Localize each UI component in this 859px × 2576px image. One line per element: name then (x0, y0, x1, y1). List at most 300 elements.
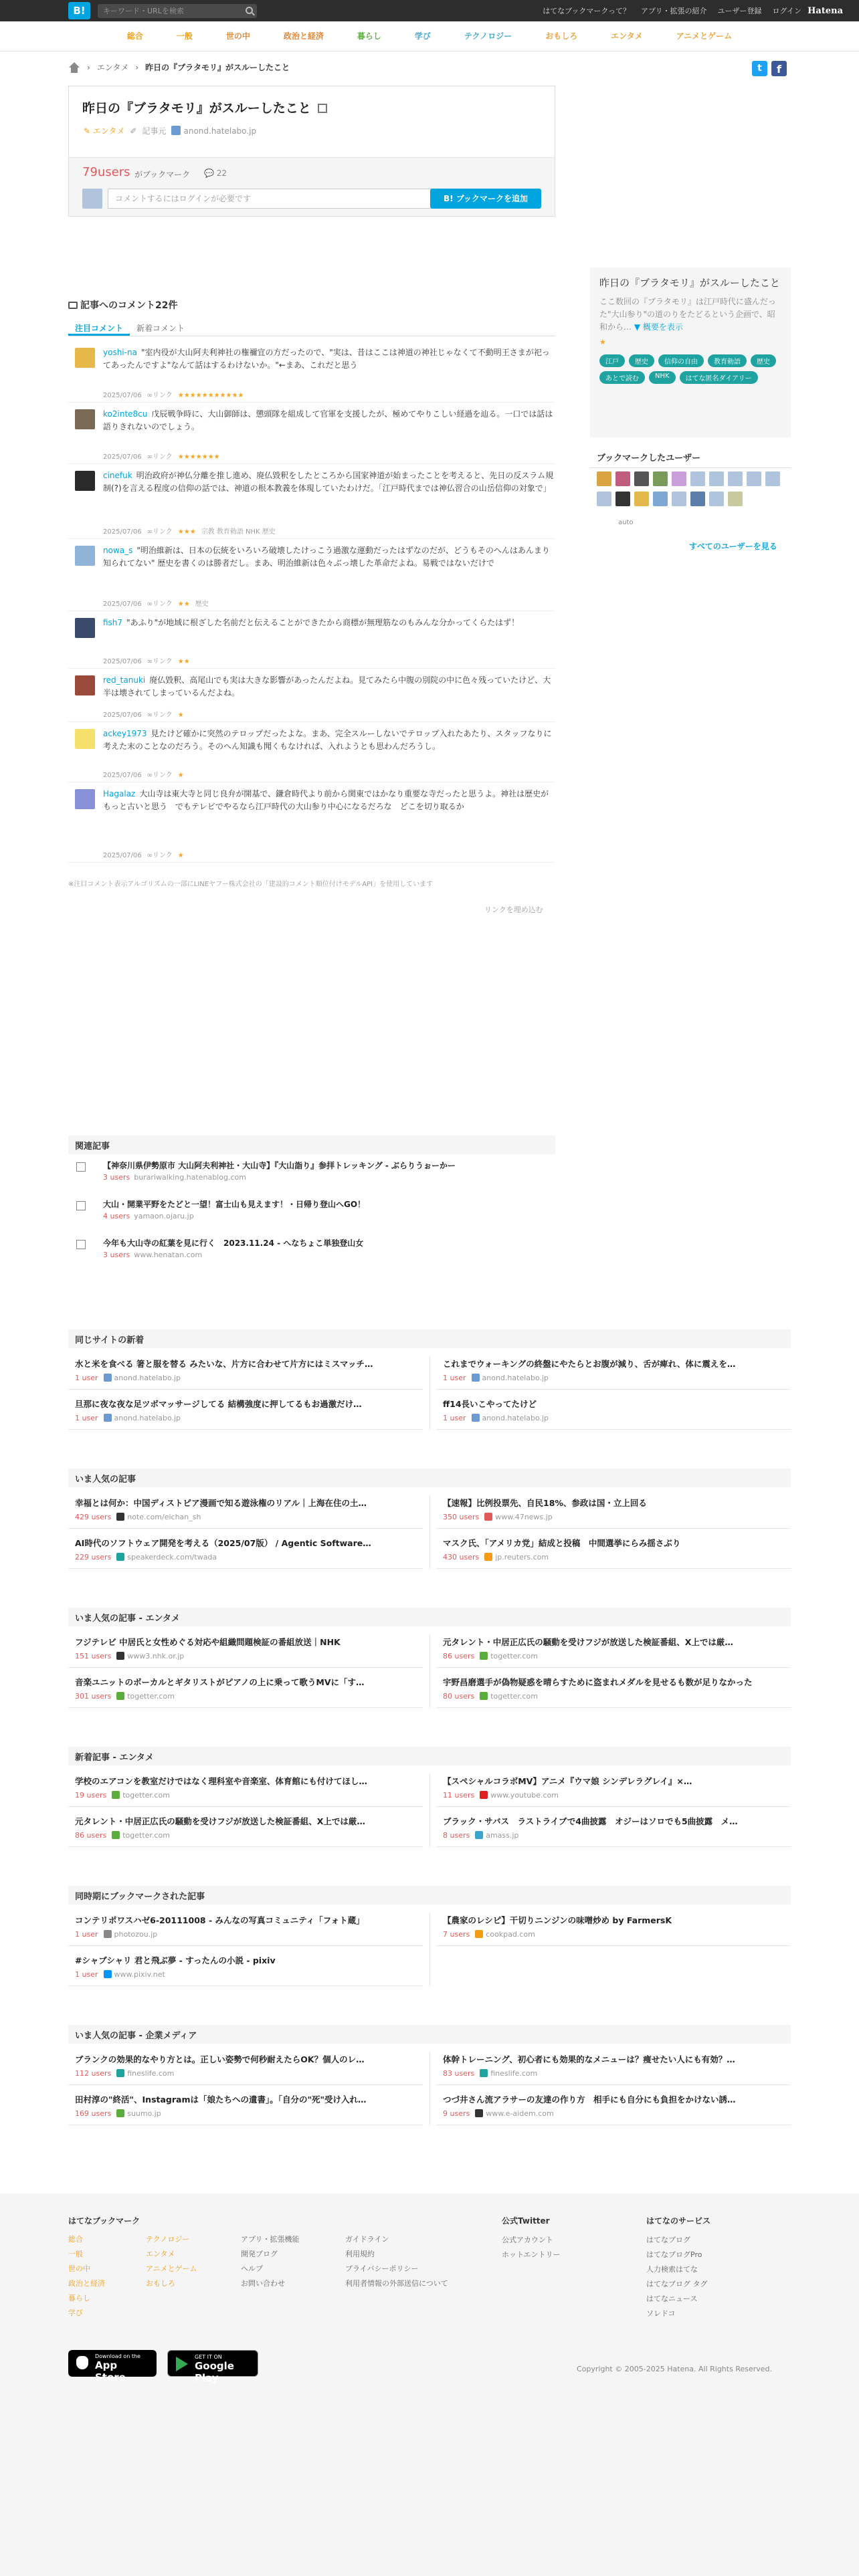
article-title[interactable]: フジテレビ 中居氏と女性めぐる対応や組織問題検証の番組放送｜NHK (75, 1637, 341, 1647)
article-users[interactable]: 1 user (443, 1414, 466, 1422)
comment-text: "明治維新は、日本の伝統をいろいろ破壊したけっこう過激な運動だったはずなのだが、どうもそのへんはあんまり知られてない" 歴史を書くのは勝者だし。まあ、明治維新は色々ぶっ壊した革命だよね。易戦ではないだけで (103, 546, 550, 568)
footer-heading: はてなブックマーク (68, 2216, 140, 2226)
user-avatar[interactable] (615, 471, 630, 486)
related-item[interactable] (68, 1236, 555, 1271)
comment-item (68, 722, 555, 782)
article-meta (443, 1791, 559, 1800)
avatar[interactable] (75, 618, 95, 638)
copyright: Copyright © 2005-2025 Hatena. All Rights Reserved. (577, 2365, 773, 2373)
link-icon[interactable]: ∞リンク (147, 712, 173, 719)
avatar[interactable] (75, 348, 95, 368)
footer-service-link[interactable]: はてなニュース (646, 2294, 698, 2303)
article-domain: anond.hatelabo.jp (114, 1414, 181, 1422)
article-users[interactable]: 1 user (75, 1970, 98, 1979)
article-title[interactable]: 学校のエアコンを教室だけではなく理科室や音楽室、体育館にも付けてほし… (75, 1776, 367, 1786)
avatar[interactable] (75, 789, 95, 809)
entry-category[interactable]: ✎ エンタメ (84, 126, 125, 136)
user-avatar[interactable] (765, 471, 780, 486)
comment-date[interactable]: 2025/07/06 (103, 601, 142, 608)
tag-badge[interactable]: 歴史 (629, 354, 654, 367)
app-store-button[interactable]: Download on the App Store (68, 2350, 157, 2377)
related-item[interactable] (68, 1158, 555, 1193)
star-rating[interactable]: ★★★ (177, 528, 196, 536)
category-link[interactable]: テクノロジー (464, 31, 512, 41)
star-icon[interactable]: ★ (599, 338, 606, 346)
user-avatar[interactable] (672, 492, 686, 506)
comment-input[interactable]: コメントするにはログインが必要です (108, 189, 456, 209)
article-users[interactable]: 229 users (75, 1553, 112, 1562)
comment-item (68, 669, 555, 722)
link-icon[interactable]: ∞リンク (147, 852, 173, 859)
article-item[interactable] (68, 1494, 423, 1529)
star-rating[interactable]: ★ (177, 712, 184, 719)
article-item[interactable] (436, 1494, 791, 1529)
tag-badge[interactable]: 教育勅語 (708, 354, 747, 367)
comment-user[interactable]: ko2inte8cu (103, 409, 148, 419)
article-title[interactable]: コンテリポワスハゼ6-20111008 - みんなの写真コミュニティ「フォト蔵」 (75, 1915, 365, 1925)
article-domain: togetter.com (122, 1791, 170, 1800)
article-meta (75, 1930, 157, 1939)
article-meta (75, 1831, 170, 1840)
user-avatar[interactable] (709, 471, 724, 486)
footer-category-link[interactable]: 暮らし (68, 2294, 90, 2302)
comment-body (103, 544, 555, 570)
article-users[interactable]: 301 users (75, 1692, 112, 1701)
article-title[interactable]: 元タレント・中居正広氏の騒動を受けフジが放送した検証番組、X上では厳… (443, 1637, 733, 1647)
footer-category-link[interactable]: テクノロジー (146, 2235, 190, 2244)
article-users[interactable]: 430 users (443, 1553, 480, 1562)
article-item[interactable] (68, 1772, 423, 1807)
footer-col-services (646, 2215, 710, 2321)
comment-text: 廃仏毀釈、高尾山でも実は大きな影響があったんだよね。見てみたら中腹の別院の中に色々残っていたけど、大半は壊されてしまっているんだよね。 (103, 675, 551, 697)
category-link[interactable]: 一般 (176, 31, 193, 41)
related-users[interactable]: 4 users (103, 1212, 130, 1220)
footer-categories-b (146, 2232, 197, 2291)
tag-badge[interactable]: 歴史 (751, 354, 776, 367)
article-item[interactable] (68, 1534, 423, 1569)
footer-col-policy (345, 2232, 448, 2291)
site-favicon-icon (484, 1553, 492, 1561)
google-play-icon (176, 2357, 188, 2371)
user-avatar[interactable] (597, 471, 611, 486)
article-item[interactable] (436, 1911, 791, 1946)
star-rating[interactable]: ★★★★★★★ (177, 453, 220, 461)
user-avatar[interactable] (653, 471, 668, 486)
home-icon[interactable] (68, 62, 80, 73)
site-favicon-icon (475, 2109, 483, 2117)
avatar[interactable] (75, 471, 95, 491)
user-avatar[interactable] (747, 471, 761, 486)
article-users[interactable]: 9 users (443, 2109, 470, 2118)
article-title[interactable]: 水と米を食べる 箸と服を替る みたいな、片方に合わせて片方にはミスマッチ… (75, 1359, 373, 1369)
comment-date[interactable]: 2025/07/06 (103, 453, 142, 461)
star-rating[interactable]: ★ (177, 772, 184, 779)
comment-body (103, 728, 555, 753)
article-title[interactable]: 【スペシャルコラボMV】アニメ『ウマ娘 シンデレラグレイ』×… (443, 1776, 692, 1786)
link-icon[interactable]: ∞リンク (147, 601, 173, 608)
article-users[interactable]: 169 users (75, 2109, 112, 2118)
article-domain: suumo.jp (127, 2109, 161, 2118)
footer-category-link[interactable]: アニメとゲーム (146, 2264, 197, 2273)
comment-date[interactable]: 2025/07/06 (103, 712, 142, 719)
category-link[interactable]: 世の中 (225, 31, 250, 41)
star-rating[interactable]: ★★★★★★★★★★★ (177, 392, 244, 399)
footer-category-link[interactable]: 一般 (68, 2250, 83, 2258)
footer-category-link[interactable]: エンタメ (146, 2250, 175, 2258)
section-heading: 同時期にブックマークされた記事 (68, 1886, 791, 1905)
related-title[interactable]: 【神奈川県伊勢原市 大山阿夫利神社・大山寺】『大山詣り』参拝トレッキング - ぶらりうぉーかー (103, 1161, 456, 1170)
article-meta (75, 1692, 175, 1701)
article-users[interactable]: 1 user (75, 1930, 98, 1939)
category-link[interactable]: 学び (414, 31, 431, 41)
sidebar-desc: ここ数回の『ブラタモリ』は江戸時代に盛んだった"大山参り"の道のりをたどるという企画で、昭和から… ▼ 概要を表示 (599, 297, 776, 332)
article-title[interactable]: ff14長いこやってたけど (443, 1399, 537, 1409)
article-title[interactable]: つづ井さん流アラサーの友達の作り方 相手にも自分にも負担をかけない誘… (443, 2095, 736, 2105)
link-icon[interactable]: ∞リンク (147, 528, 173, 536)
footer-link[interactable]: ガイドライン (345, 2235, 389, 2244)
footer-twitter-link[interactable]: 公式アカウント (502, 2236, 553, 2244)
footer-link[interactable]: アプリ・拡張機能 (241, 2235, 300, 2244)
article-users[interactable]: 8 users (443, 1831, 470, 1840)
footer-service-link[interactable]: はてなブログ (646, 2236, 690, 2244)
article-domain: www.pixiv.net (114, 1970, 165, 1979)
user-avatar[interactable] (597, 492, 611, 506)
apps-link[interactable]: アプリ・拡張の紹介 (640, 7, 707, 15)
comment-date[interactable]: 2025/07/06 (103, 852, 142, 859)
related-item[interactable] (68, 1197, 555, 1232)
user-avatar[interactable] (728, 471, 743, 486)
footer-service-link[interactable]: 人力検索はてな (646, 2265, 698, 2274)
article-domain: photozou.jp (114, 1930, 158, 1939)
article-title[interactable]: ブランクの効果的なやり方とは。正しい姿勢で何秒耐えたらOK？個人のレ… (75, 2054, 365, 2064)
article-icon (76, 1240, 86, 1249)
article-item[interactable] (68, 1633, 423, 1668)
entry-title[interactable]: 昨日の『ブラタモリ』がスルーしたこと (82, 98, 327, 116)
article-domain: www3.nhk.or.jp (127, 1652, 185, 1660)
article-domain: togetter.com (122, 1831, 170, 1840)
category-link[interactable]: 暮らし (357, 31, 381, 41)
article-domain: anond.hatelabo.jp (114, 1374, 181, 1382)
article-item[interactable] (68, 1951, 423, 1986)
footer-category-link[interactable]: 総合 (68, 2235, 83, 2244)
article-title[interactable]: マスク氏、「アメリカ党」結成と投稿 中間選挙にらみ揺さぶり (443, 1538, 681, 1548)
comment-date[interactable]: 2025/07/06 (103, 528, 142, 536)
comment-user[interactable]: ackey1973 (103, 729, 147, 738)
avatar[interactable] (75, 675, 95, 695)
footer-link[interactable]: プライバシーポリシー (345, 2264, 419, 2273)
article-domain: amass.jp (486, 1831, 519, 1840)
user-avatar[interactable] (690, 471, 705, 486)
site-favicon-icon (104, 1374, 112, 1382)
article-meta (443, 2069, 537, 2078)
article-title[interactable]: 幸福とは何か：中国ディストピア漫画で知る遊泳権のリアル｜上海在住の土… (75, 1498, 367, 1508)
article-icon (76, 1201, 86, 1210)
footer-service-link[interactable]: はてなブログ タグ (646, 2280, 708, 2288)
article-users[interactable]: 151 users (75, 1652, 112, 1660)
related-title[interactable]: 今年も大山寺の紅葉を見に行く 2023.11.24 - へなちょこ単独登山女 (103, 1239, 364, 1248)
comment-user[interactable]: yoshi-na (103, 348, 137, 357)
footer-service-link[interactable]: ソレドコ (646, 2309, 676, 2318)
comment-user[interactable]: fish7 (103, 618, 123, 627)
comment-user[interactable]: red_tanuki (103, 675, 146, 685)
footer-link[interactable]: 開発ブログ (241, 2250, 278, 2258)
article-title[interactable]: 【速報】比例投票先、自民18%、参政は国・立上回る (443, 1498, 647, 1508)
user-avatar[interactable] (634, 471, 649, 486)
facebook-share-icon[interactable]: f (771, 61, 787, 76)
footer-link[interactable]: 利用規約 (345, 2250, 375, 2258)
category-link[interactable]: おもしろ (545, 31, 578, 41)
tag-list (599, 354, 781, 384)
article-users[interactable]: 19 users (75, 1791, 107, 1800)
article-meta (75, 1374, 181, 1382)
link-icon[interactable]: ∞リンク (147, 772, 173, 779)
tab-popular[interactable]: 注目コメント (68, 318, 130, 336)
twitter-share-icon[interactable]: t (752, 61, 767, 76)
star-rating[interactable]: ★★ (177, 601, 190, 608)
search-icon[interactable] (246, 7, 253, 14)
related-domain: burariwalking.hatenablog.com (134, 1173, 246, 1182)
comment-count: 💬 22 (204, 169, 227, 178)
comment-date[interactable]: 2025/07/06 (103, 772, 142, 779)
site-favicon-icon (112, 1791, 120, 1799)
article-item[interactable] (436, 1395, 791, 1430)
hatena-brand[interactable]: Hatena (807, 6, 843, 16)
article-users[interactable]: 7 users (443, 1930, 470, 1939)
related-domain: www.henatan.com (134, 1251, 203, 1259)
article-item[interactable] (68, 1911, 423, 1946)
comment-body (103, 617, 555, 629)
user-avatar[interactable] (634, 492, 649, 506)
article-users[interactable]: 80 users (443, 1692, 475, 1701)
category-nav (0, 21, 859, 51)
comment-body (103, 674, 555, 700)
share-buttons (752, 61, 787, 76)
article-item[interactable] (68, 2050, 423, 2085)
related-title[interactable]: 大山・開業平野をたどと一望！富士山も見えます！・日帰り登山へGO！ (103, 1200, 366, 1209)
comment-item (68, 341, 555, 403)
comment-item (68, 782, 555, 863)
footer-service-link[interactable]: はてなブログPro (646, 2250, 702, 2259)
footer-category-link[interactable]: 学び (68, 2309, 83, 2317)
article-domain: togetter.com (490, 1652, 538, 1660)
comment-meta (103, 598, 209, 608)
article-item[interactable] (436, 1633, 791, 1668)
comment-text: 明治政府が神仏分離を推し進め、廃仏毀釈をしたところから国家神道が始まったことを考えると、先日の反スラム規制(?)を言える程度の信仰の話では、神道の根本教義を体現していたわけだ。「江戸時代までは神仏習合の山岳信仰の対象で」 (103, 471, 554, 493)
article-meta (443, 1652, 538, 1660)
article-item[interactable] (436, 1812, 791, 1847)
user-avatar[interactable] (709, 492, 724, 506)
chat-icon (68, 302, 78, 309)
article-meta (443, 1374, 549, 1382)
site-favicon-icon (116, 1513, 124, 1521)
article-meta (443, 1930, 535, 1939)
article-users[interactable]: 86 users (75, 1831, 107, 1840)
site-favicon-icon (104, 1414, 112, 1422)
embed-link[interactable]: リンクを埋め込む (484, 905, 543, 914)
link-icon[interactable]: ∞リンク (147, 392, 173, 399)
add-bookmark-button[interactable]: B! ブックマークを追加 (430, 189, 541, 209)
article-item[interactable] (436, 1355, 791, 1390)
article-title[interactable]: 旦那に夜な夜な足ツボマッサージしてる 結構強度に押してるもお過激だけ… (75, 1399, 362, 1409)
article-item[interactable] (436, 1534, 791, 1569)
article-meta (75, 2109, 161, 2118)
user-avatar[interactable] (728, 492, 743, 506)
site-favicon-icon (116, 1652, 124, 1660)
footer-categories-a (68, 2232, 105, 2321)
article-domain: www.e-aidem.com (486, 2109, 554, 2118)
category-link[interactable]: 政治と経済 (283, 31, 324, 41)
footer-link[interactable]: 利用者情報の外部送信について (345, 2279, 448, 2288)
article-domain: cookpad.com (486, 1930, 535, 1939)
comment-user[interactable]: nowa_s (103, 546, 133, 555)
comment-user[interactable]: Hagalaz (103, 789, 136, 798)
article-users[interactable]: 83 users (443, 2069, 475, 2078)
comment-user[interactable]: cinefuk (103, 471, 132, 480)
tag-badge[interactable]: あとで読む (599, 371, 645, 384)
user-avatar[interactable] (690, 492, 705, 506)
user-avatar[interactable] (653, 492, 668, 506)
article-title[interactable]: 宇野昌磨選手が偽物疑惑を晴らすために盗まれメダルを見せるも数が足りなかった (443, 1677, 753, 1687)
article-title[interactable]: 音楽ユニットのボーカルとギタリストがピアノの上に乗って歌うMVに「す… (75, 1677, 365, 1687)
breadcrumb-category[interactable]: エンタメ (96, 63, 129, 72)
related-users[interactable]: 3 users (103, 1173, 130, 1182)
site-favicon-icon (475, 1831, 483, 1839)
article-item[interactable] (68, 1812, 423, 1847)
hatebu-logo[interactable]: B! (68, 2, 90, 19)
avatar[interactable] (75, 546, 95, 566)
breadcrumb-sep: › (87, 62, 90, 72)
footer-category-link[interactable]: 政治と経済 (68, 2279, 105, 2288)
related-meta (103, 1251, 202, 1259)
user-avatar[interactable] (615, 492, 630, 506)
footer-category-link[interactable]: おもしろ (146, 2279, 175, 2288)
article-title[interactable]: これまでウォーキングの終盤にやたらとお腹が減り、舌が痺れ、体に震えを… (443, 1359, 736, 1369)
article-item[interactable] (436, 2090, 791, 2125)
article-users[interactable]: 1 user (75, 1414, 98, 1422)
article-domain: togetter.com (127, 1692, 175, 1701)
article-domain: speakerdeck.com/twada (127, 1553, 217, 1562)
article-users[interactable]: 11 users (443, 1791, 475, 1800)
external-link-icon[interactable] (318, 104, 327, 113)
footer-twitter-link[interactable]: ホットエントリー (502, 2250, 561, 2259)
login-link[interactable]: ログイン (772, 7, 801, 15)
tag-badge[interactable]: 信仰の自由 (658, 354, 704, 367)
article-title[interactable]: 体幹トレーニング、初心者にも効果的なメニューは？痩せたい人にも有効？… (443, 2054, 735, 2064)
site-favicon-icon (480, 1692, 488, 1700)
site-favicon-icon (112, 1831, 120, 1839)
link-icon[interactable]: ∞リンク (147, 658, 173, 665)
article-users[interactable]: 112 users (75, 2069, 112, 2078)
entry-domain[interactable]: anond.hatelabo.jp (171, 126, 256, 136)
about-link[interactable]: はてなブックマークって？ (543, 7, 630, 15)
article-meta (443, 1831, 518, 1840)
star-rating[interactable]: ★★ (177, 658, 190, 665)
comment-body (103, 788, 555, 813)
google-play-button[interactable]: GET IT ON Google Play (167, 2350, 258, 2377)
article-users[interactable]: 86 users (443, 1652, 475, 1660)
bookmarked-users-head: ブックマークしたユーザー (590, 447, 791, 468)
footer-link[interactable]: ヘルプ (241, 2264, 263, 2273)
article-item[interactable] (436, 1772, 791, 1807)
all-users-link[interactable]: すべてのユーザーを見る (689, 542, 777, 551)
sidebar-summary (590, 267, 791, 437)
article-meta (75, 2069, 174, 2078)
link-icon[interactable]: ∞リンク (147, 453, 173, 461)
star-rating[interactable]: ★ (177, 852, 184, 859)
user-avatar[interactable] (672, 471, 686, 486)
article-item[interactable] (68, 1355, 423, 1390)
related-users[interactable]: 3 users (103, 1251, 130, 1259)
global-header (0, 0, 859, 21)
category-link[interactable]: アニメとゲーム (676, 31, 733, 41)
article-title[interactable]: 【農家のレシピ】干切りニンジンの味噌炒め by FarmersK (443, 1915, 672, 1925)
breadcrumb-current: 昨日の『ブラタモリ』がスルーしたこと (145, 63, 290, 72)
article-users[interactable]: 1 user (443, 1374, 466, 1382)
footer-link[interactable]: お問い合わせ (241, 2279, 285, 2288)
avatar[interactable] (75, 409, 95, 429)
related-domain: yamaon.ojaru.jp (134, 1212, 194, 1220)
footer-category-link[interactable]: 世の中 (68, 2264, 90, 2273)
comment-date[interactable]: 2025/07/06 (103, 392, 142, 399)
article-users[interactable]: 350 users (443, 1513, 480, 1521)
comment-text: 見たけど確かに突然のテロップだったよな。まあ、完全スルーしないでテロップ入れたあたり、スタッフなりに考えた末のことなのだろう。そのへん知識も聞くもなければ、入れようとも思わんだろうし。 (103, 729, 552, 751)
site-favicon-icon (472, 1374, 480, 1382)
site-favicon-icon (480, 2069, 488, 2077)
article-domain: www.47news.jp (495, 1513, 553, 1521)
users-count[interactable]: 79users (82, 165, 130, 179)
article-item[interactable] (436, 2050, 791, 2085)
tag-badge[interactable]: NHK (649, 371, 676, 384)
tab-new[interactable]: 新着コメント (136, 324, 185, 333)
article-users[interactable]: 429 users (75, 1513, 112, 1521)
article-users[interactable]: 1 user (75, 1374, 98, 1382)
avatar[interactable] (75, 729, 95, 749)
category-link[interactable]: エンタメ (611, 31, 643, 41)
comment-text: 戊辰戦争時に、大山御師は、懲頭隊を組成して官軍を支援したが、極めてやりこしい経過を辿る。一口では話は語りきれないのでしょう。 (103, 409, 553, 431)
site-favicon-icon (480, 1791, 488, 1799)
article-title[interactable]: 元タレント・中居正広氏の騒動を受けフジが放送した検証番組、X上では厳… (75, 1816, 365, 1826)
article-meta (443, 1414, 549, 1422)
site-favicon-icon (480, 1652, 488, 1660)
article-item[interactable] (68, 1673, 423, 1708)
article-item[interactable] (68, 2090, 423, 2125)
footer-col-info (241, 2232, 300, 2291)
footer-col-twitter (502, 2215, 561, 2262)
related-heading: 関連記事 (68, 1136, 555, 1154)
comments-heading: 記事へのコメント22件 (68, 298, 177, 312)
signup-link[interactable]: ユーザー登録 (717, 7, 762, 15)
sidebar-title: 昨日の『ブラタモリ』がスルーしたこと (599, 277, 780, 289)
article-title[interactable]: ブラック・サバス ラストライブで4曲披露 オジーはソロでも5曲披露 メ… (443, 1816, 738, 1826)
category-link[interactable]: 総合 (126, 31, 143, 41)
comment-date[interactable]: 2025/07/06 (103, 658, 142, 665)
article-item[interactable] (436, 1673, 791, 1708)
article-item[interactable] (68, 1395, 423, 1430)
article-domain: note.com/eichan_sh (127, 1513, 201, 1521)
show-summary-link[interactable]: ▼ 概要を表示 (634, 322, 683, 332)
comment-body (103, 469, 555, 495)
tag-badge[interactable]: はてな匿名ダイアリー (680, 371, 758, 384)
article-title[interactable]: #シャブシャリ 君と飛ぶ夢 - すったんの小説 - pixiv (75, 1955, 276, 1965)
comment-meta (103, 526, 276, 536)
tag-badge[interactable]: 江戸 (599, 354, 625, 367)
article-title[interactable]: 田村淳の"終活"、Instagramは「娘たちへの遺書」。「自分の"死"受け入れ… (75, 2095, 367, 2105)
entry-box (68, 86, 555, 217)
article-title[interactable]: AI時代のソフトウェア開発を考える（2025/07版） / Agentic Software… (75, 1538, 371, 1548)
site-favicon-icon (171, 126, 181, 135)
article-domain: fineslife.com (127, 2069, 175, 2078)
search-input[interactable] (98, 4, 257, 18)
